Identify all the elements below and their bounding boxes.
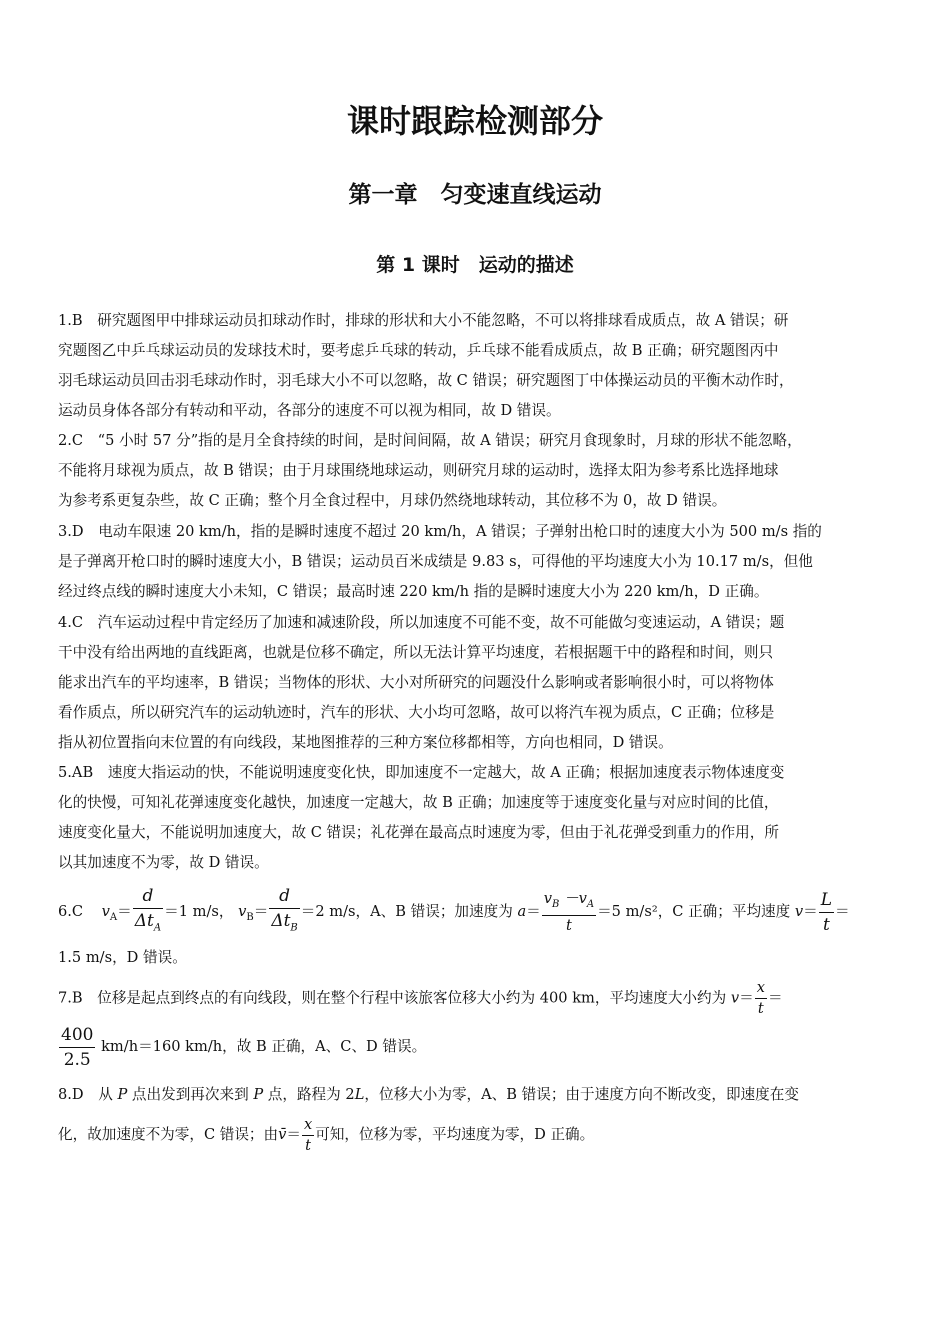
answer-line: 是子弹离开枪口时的瞬时速度大小，B 错误；运动员百米成绩是 9.83 s，可得他的平均速度大小为 10.17 m/s，但他	[58, 553, 813, 570]
answer-4	[58, 608, 893, 758]
answer-7	[58, 978, 893, 1075]
answer-line: 8.D 从 P 点出发到再次来到 P 点，路程为 2L，位移大小为零，A、B 错误；由于速度方向不断改变，即速度在变	[58, 1086, 799, 1103]
answer-line: 4.C 汽车运动过程中肯定经历了加速和减速阶段，所以加速度不可能不变，故不可能做匀变速运动，A 错误；题	[58, 614, 785, 631]
fraction: $\frac{v_B -v_A}{t}$	[543, 889, 595, 934]
answer-line: 7.B 位移是起点到终点的有向线段，则在整个行程中该旅客位移大小约为 400 km，平均速度大小约为 v＝ $\frac{x}{t}$ ＝	[58, 979, 783, 1017]
page-title: 课时跟踪检测部分	[346, 102, 603, 140]
answer-line: 能求出汽车的平均速率，B 错误；当物体的形状、大小对所研究的问题没什么影响或者影响很小时，可以将物体	[58, 674, 774, 691]
answer-line: 5.AB 速度大指运动的快，不能说明速度变化快，即加速度不一定越大，故 A 正确；根据加速度表示物体速度变	[58, 764, 785, 781]
answer-line: 看作质点，所以研究汽车的运动轨迹时，汽车的形状、大小均可忽略，故可以将汽车视为质点，C 正确；位移是	[58, 704, 775, 721]
fraction: $\frac{L}{t}$	[820, 889, 833, 935]
answer-line: 6.C $v_A=$ $\frac{d}{\Delta t_A}$ ＝1 m/s， $v_B=$ $\frac{d}{\Delta t_B}$ ＝2 m/s，A、B 错误；加速度为 a＝ $\frac{v_B -v_A}{t}$ ＝5 m/s²，C 正确；平均速度 v＝ $\frac{L}{t}$ ＝	[58, 884, 893, 943]
answer-line: 究题图乙中乒乓球运动员的发球技术时，要考虑乒乓球的转动，乒乓球不能看成质点，故 B 正确；研究题图丙中	[58, 342, 779, 359]
fraction: $\frac{x}{t}$	[756, 979, 765, 1017]
answer-line: 指从初位置指向末位置的有向线段，某地图推荐的三种方案位移都相等，方向也相同，D 错误。	[58, 734, 673, 751]
answer-line: 2.C “5 小时 57 分”指的是月全食持续的时间，是时间间隔，故 A 错误；研究月食现象时，月球的形状不能忽略，	[58, 432, 802, 449]
answer-line: 不能将月球视为质点，故 B 错误；由于月球围绕地球运动，则研究月球的运动时，选择太阳为参考系比选择地球	[58, 462, 779, 479]
fraction: $\frac{d}{\Delta t_B}$	[271, 886, 298, 934]
answer-line: 速度变化量大，不能说明加速度大，故 C 错误；礼花弹在最高点时速度为零，但由于礼花弹受到重力的作用，所	[58, 824, 779, 841]
answer-2	[58, 426, 893, 516]
answer-line: 化的快慢，可知礼花弹速度变化越快，加速度一定越大，故 B 正确；加速度等于速度变化量与对应时间的比值，	[58, 794, 779, 811]
answer-3	[58, 517, 893, 607]
chapter-title: 第一章 匀变速直线运动	[348, 182, 602, 208]
answer-1	[58, 306, 893, 426]
answer-line: 1.B 研究题图甲中排球运动员扣球动作时，排球的形状和大小不能忽略，不可以将排球看成质点，故 A 错误；研	[58, 312, 789, 329]
answer-line: $\frac{400}{2.5}$ km/h＝160 km/h，故 B 正确，A、C、D 错误。	[61, 1024, 427, 1070]
answer-5	[58, 758, 893, 878]
fraction: $\frac{x}{t}$	[303, 1115, 313, 1154]
answer-line: 羽毛球运动员回击羽毛球动作时，羽毛球大小不可以忽略，故 C 错误；研究题图丁中体操运动员的平衡木动作时，	[58, 372, 794, 389]
answer-line: 化，故加速度不为零，C 错误；由v̄＝ $\frac{x}{t}$ 可知，位移为零，平均速度为零，D 正确。	[58, 1115, 595, 1154]
answer-6	[58, 884, 893, 973]
answer-8	[58, 1080, 893, 1160]
answer-line: 以其加速度不为零，故 D 错误。	[58, 854, 269, 871]
answer-line: 运动员身体各部分有转动和平动，各部分的速度不可以视为相同，故 D 错误。	[58, 402, 561, 419]
answer-line: 经过终点线的瞬时速度大小未知，C 错误；最高时速 220 km/h 指的是瞬时速度大小为 220 km/h，D 正确。	[58, 583, 769, 600]
fraction: $\frac{400}{2.5}$	[61, 1024, 94, 1070]
answer-line: 1.5 m/s，D 错误。	[58, 949, 187, 967]
lesson-title: 第 1 课时 运动的描述	[376, 254, 574, 276]
answer-line: 干中没有给出两地的直线距离，也就是位移不确定，所以无法计算平均速度，若根据题干中的路程和时间，则只	[58, 644, 774, 661]
answer-line: 3.D 电动车限速 20 km/h，指的是瞬时速度不超过 20 km/h，A 错误；子弹射出枪口时的速度大小为 500 m/s 指的	[58, 523, 822, 540]
fraction: $\frac{d}{\Delta t_A}$	[134, 886, 162, 934]
answer-line: 为参考系更复杂些，故 C 正确；整个月全食过程中，月球仍然绕地球转动，其位移不为 0，故 D 错误。	[58, 492, 727, 509]
